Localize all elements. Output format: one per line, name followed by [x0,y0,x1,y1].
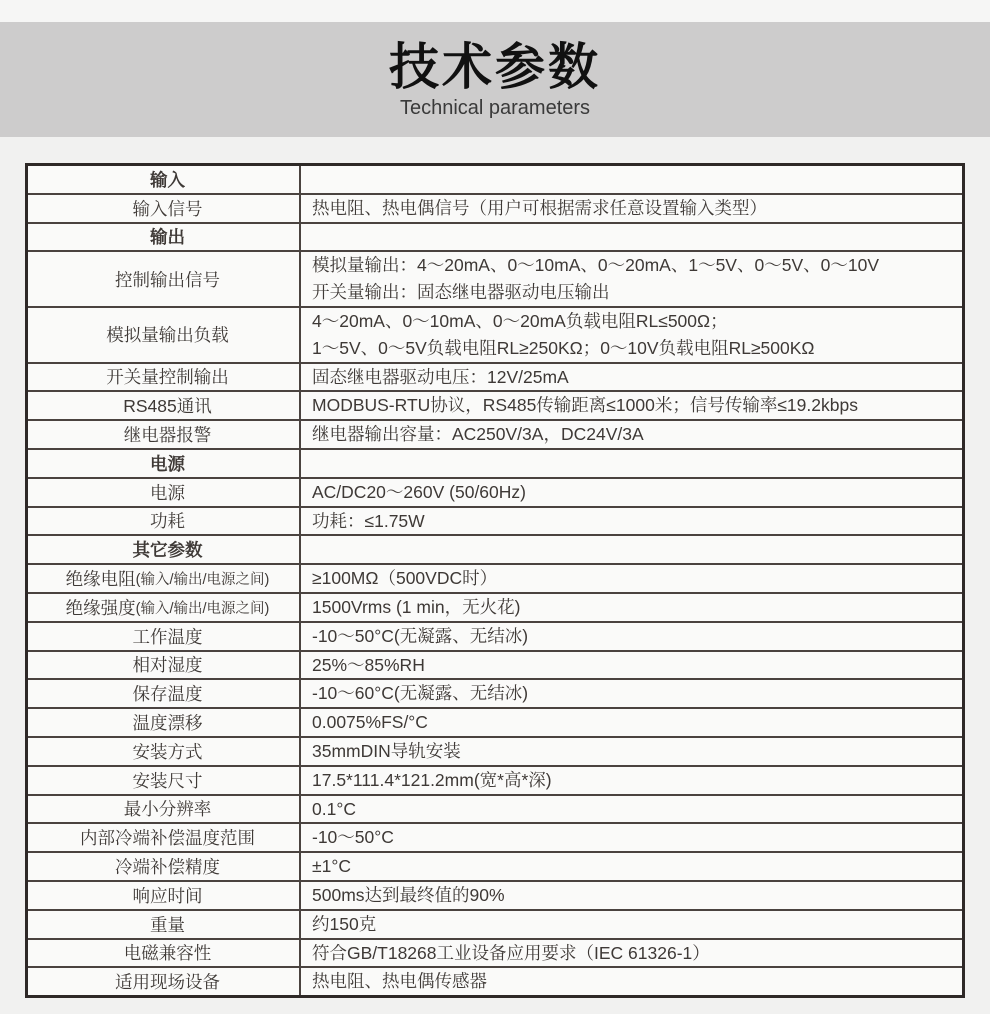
param-name [28,853,301,880]
param-name-text: 响应时间 [132,885,203,906]
header-band [0,22,990,137]
param-name-text: 最小分辨率 [123,799,212,820]
param-name-text: 冷端补偿精度 [115,857,220,878]
param-name [28,652,301,679]
param-value-line: 1500Vrms (1 min，无火花) [312,596,521,617]
table-row [28,306,962,362]
param-name [28,796,301,823]
param-name [28,738,301,765]
table-row [28,592,962,621]
param-name-note: (输入/输出/电源之间) [135,600,270,617]
param-name [28,882,301,909]
param-name [28,680,301,707]
param-name-text: 输出 [150,227,185,248]
param-name-text: 输入信号 [132,198,203,219]
param-name [28,224,301,251]
table-row [28,250,962,306]
table-section-row [28,166,962,193]
param-name-text: 安装方式 [132,741,203,762]
param-value [301,911,962,938]
param-name [28,308,301,362]
param-value-line: 固态继电器驱动电压：12V/25mA [312,366,569,387]
param-value-line: 0.1°C [312,798,356,819]
table-row [28,938,962,967]
param-name [28,392,301,419]
param-name [28,252,301,306]
param-name-text: 相对湿度 [132,655,203,676]
top-strip [0,0,990,22]
param-value-line: 功耗：≤1.75W [312,510,425,531]
param-name-text: 电源 [150,482,185,503]
param-value [301,767,962,794]
param-name-text: 模拟量输出负载 [106,325,229,346]
param-value-line: 热电阻、热电偶传感器 [312,971,487,992]
table-row [28,909,962,938]
table-row [28,621,962,650]
param-value [301,364,962,391]
param-value [301,421,962,448]
param-name-text: 安装尺寸 [132,770,203,791]
param-name [28,421,301,448]
param-value-line: 4～20mA、0～10mA、0～20mA负载电阻RL≤500Ω； [312,310,728,331]
table-row [28,193,962,222]
param-value-line: 0.0075%FS/°C [312,712,428,733]
param-name-text: 温度漂移 [132,713,203,734]
param-value [301,195,962,222]
param-name-text: 内部冷端补偿温度范围 [80,828,255,849]
param-value [301,224,962,251]
param-value [301,536,962,563]
param-name [28,594,301,621]
table-row [28,966,962,995]
table-row [28,736,962,765]
table-row [28,765,962,794]
param-value-line: 35mmDIN导轨安装 [312,740,461,761]
param-value [301,252,962,306]
param-value-line: MODBUS-RTU协议，RS485传输距离≤1000米；信号传输率≤19.2kbps [312,395,858,416]
param-value [301,680,962,707]
param-name [28,565,301,592]
param-value [301,882,962,909]
param-name [28,479,301,506]
page-subtitle: Technical parameters [399,97,591,119]
param-value-line: 符合GB/T18268工业设备应用要求（IEC 61326-1） [312,942,710,963]
param-value-line: -10～50°C [312,827,394,848]
param-value [301,652,962,679]
param-value [301,308,962,362]
table-row [28,506,962,535]
param-value [301,824,962,851]
param-value [301,940,962,967]
param-value [301,968,962,995]
param-value [301,623,962,650]
param-value-line: ≥100MΩ（500VDC时） [312,568,498,589]
param-value-line: 开关量输出：固态继电器驱动电压输出 [312,282,610,303]
param-name-text: 控制输出信号 [115,269,220,290]
param-name [28,536,301,563]
param-value [301,392,962,419]
param-value-line: -10～60°C(无凝露、无结冰) [312,683,529,704]
param-name-text: 开关量控制输出 [106,367,229,388]
table-row [28,880,962,909]
param-value-line: 1～5V、0～5V负载电阻RL≥250KΩ；0～10V负载电阻RL≥500KΩ [312,337,815,358]
param-value-line: 500ms达到最终值的90% [312,884,505,905]
table-row [28,650,962,679]
param-name [28,364,301,391]
param-value [301,479,962,506]
param-value-line: 继电器输出容量：AC250V/3A，DC24V/3A [312,424,644,445]
param-name-text: 其它参数 [132,540,203,561]
param-name [28,709,301,736]
param-name-text: 工作温度 [132,626,203,647]
param-value-line: 25%～85%RH [312,654,425,675]
table-section-row [28,448,962,477]
param-name-text: 继电器报警 [123,425,212,446]
param-name [28,508,301,535]
param-value [301,594,962,621]
table-row [28,678,962,707]
table-row [28,477,962,506]
table-row [28,851,962,880]
table-row [28,390,962,419]
page-title: 技术参数 [389,39,601,95]
param-value-line: AC/DC20～260V (50/60Hz) [312,481,526,502]
param-value [301,508,962,535]
param-name [28,767,301,794]
param-name [28,824,301,851]
table-row [28,563,962,592]
param-value [301,166,962,193]
param-name-text: 重量 [150,914,185,935]
param-name [28,450,301,477]
param-name [28,166,301,193]
param-name-text: 保存温度 [132,684,203,705]
param-value [301,738,962,765]
param-value-line: 17.5*111.4*121.2mm(宽*高*深) [312,769,552,790]
table-row [28,822,962,851]
param-value [301,450,962,477]
table-row [28,419,962,448]
param-name-text: 输入 [150,169,185,190]
table-row [28,362,962,391]
param-name [28,968,301,995]
table-section-row [28,534,962,563]
param-name-text: 电磁兼容性 [123,943,212,964]
table-section-row [28,222,962,251]
param-value-line: -10～50°C(无凝露、无结冰) [312,625,529,646]
table-row [28,794,962,823]
spec-table [25,163,965,998]
param-name [28,195,301,222]
param-name-text: RS485通讯 [123,396,212,417]
param-value-line: 约150克 [312,913,377,934]
param-name [28,940,301,967]
param-name-text: 适用现场设备 [115,972,220,993]
table-row [28,707,962,736]
param-name [28,623,301,650]
param-value [301,853,962,880]
param-name-text: 绝缘强度 [65,597,136,618]
param-value-line: 模拟量输出：4～20mA、0～10mA、0～20mA、1～5V、0～5V、0～10V [312,255,879,276]
param-value [301,796,962,823]
param-name-text: 绝缘电阻 [65,569,136,590]
param-value [301,709,962,736]
param-value-line: 热电阻、热电偶信号（用户可根据需求任意设置输入类型） [312,197,767,218]
param-name-text: 功耗 [150,511,185,532]
param-value-line: ±1°C [312,856,351,877]
param-name-text: 电源 [150,453,185,474]
param-name-note: (输入/输出/电源之间) [135,572,270,589]
param-name [28,911,301,938]
param-value [301,565,962,592]
